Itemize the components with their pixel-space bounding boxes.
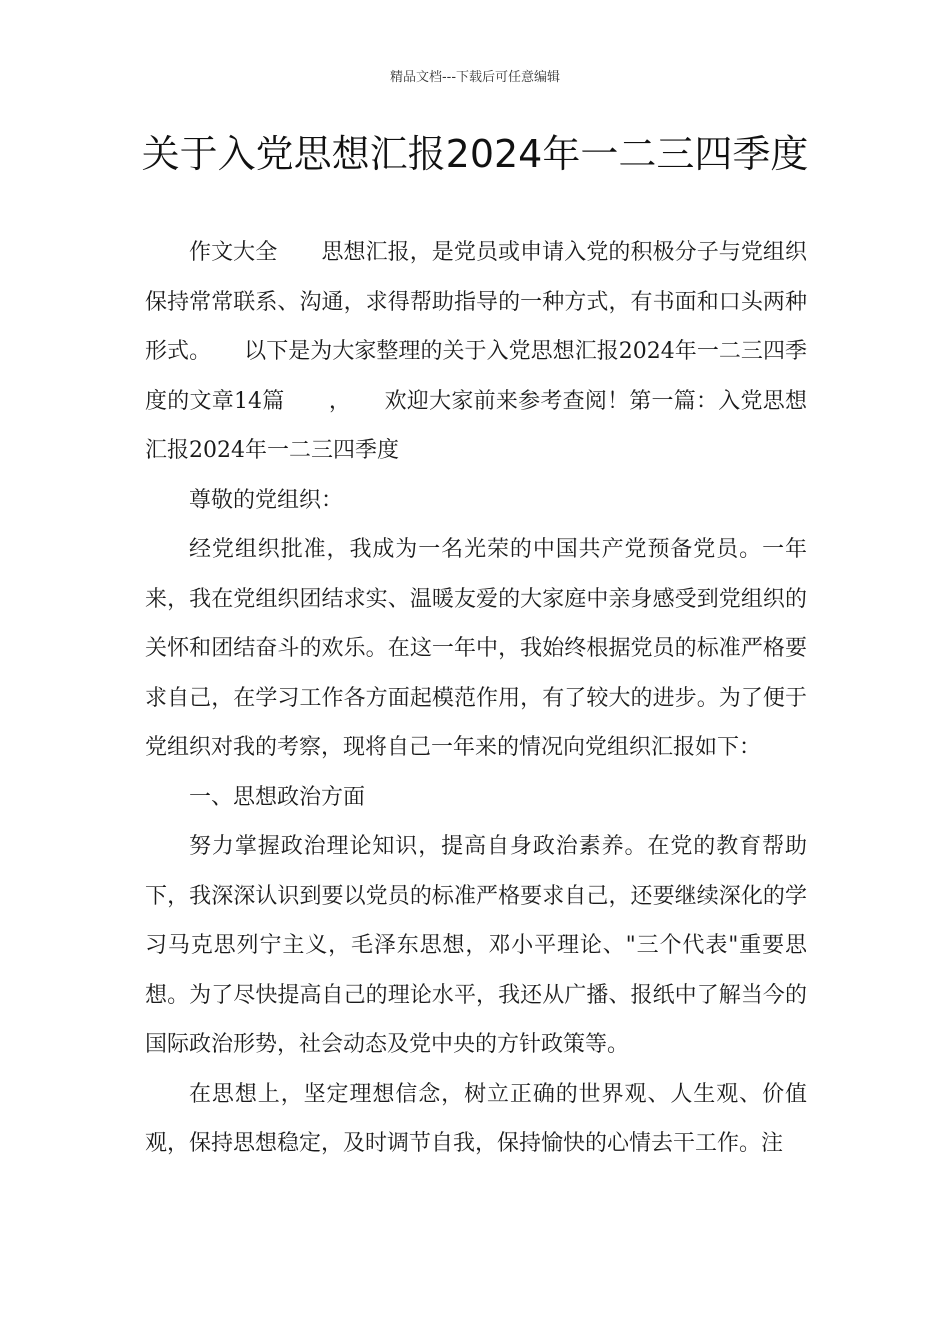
- header-note: 精品文档---下载后可任意编辑: [389, 70, 561, 85]
- paragraph-intro: 作文大全 思想汇报，是党员或申请入党的积极分子与党组织保持常常联系、沟通，求得帮助指导的一种方式，有书面和口头两种形式。 以下是为大家整理的关于入党思想汇报2024年一二三四季度的文章14篇 ， 欢迎大家前来参考查阅！第一篇：入党思想汇报2024年一二三四季度: [145, 240, 807, 463]
- paragraph-salutation: 尊敬的党组织：: [189, 487, 344, 513]
- paragraph-opening: 经党组织批准，我成为一名光荣的中国共产党预备党员。一年来，我在党组织团结求实、温暖友爱的大家庭中亲身感受到党组织的关怀和团结奋斗的欢乐。在这一年中，我始终根据党员的标准严格要求自己，在学习工作各方面起模范作用，有了较大的进步。为了便于党组织对我的考察，现将自己一年来的情况向党组织汇报如下：: [145, 537, 807, 760]
- paragraph-theory: 努力掌握政治理论知识，提高自身政治素养。在党的教育帮助下，我深深认识到要以党员的标准严格要求自己，还要继续深化的学习马克思列宁主义，毛泽东思想，邓小平理论、"三个代表"重要思想。为了尽快提高自己的理论水平，我还从广播、报纸中了解当今的国际政治形势，社会动态及党中央的方针政策等。: [145, 834, 807, 1057]
- document-title: 关于入党思想汇报2024年一二三四季度: [141, 132, 809, 176]
- document-body: [145, 228, 807, 1169]
- section-heading: 一、思想政治方面: [189, 784, 366, 810]
- paragraph-ideology: 在思想上，坚定理想信念，树立正确的世界观、人生观、价值观，保持思想稳定，及时调节自我，保持愉快的心情去干工作。注: [145, 1081, 807, 1156]
